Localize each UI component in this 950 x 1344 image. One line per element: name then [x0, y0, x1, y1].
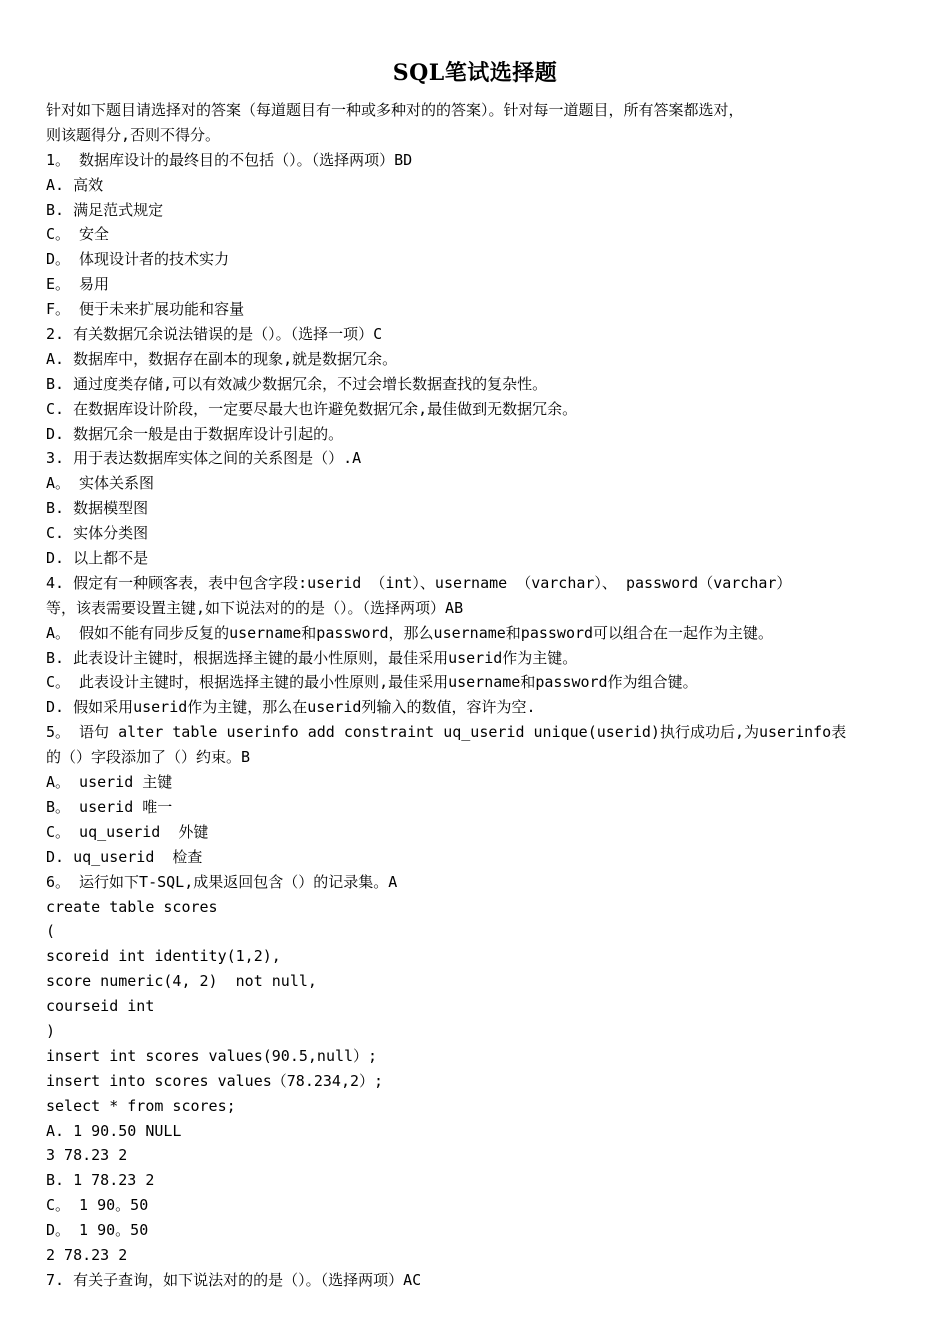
text-line: B. 通过度类存储,可以有效减少数据冗余，不过会增长数据查找的复杂性。 [46, 374, 548, 393]
text-line: 7. 有关子查询，如下说法对的的是（）。（选择两项）AC [46, 1270, 422, 1289]
text-line: D. uq_userid 检查 [46, 847, 203, 866]
text-line: B. 数据模型图 [46, 499, 149, 518]
text-line: 的（）字段添加了（）约束。B [46, 748, 251, 767]
text-line: F。 便于未来扩展功能和容量 [46, 300, 245, 319]
text-line: B. 此表设计主键时，根据选择主键的最小性原则，最佳采用userid作为主键。 [46, 648, 578, 667]
text-line: D. 以上都不是 [46, 549, 149, 568]
document-body [46, 98, 908, 1293]
text-line: 等，该表需要设置主键,如下说法对的的是（）。（选择两项）AB [46, 598, 464, 617]
text-line: A. 数据库中，数据存在副本的现象,就是数据冗余。 [46, 349, 398, 368]
text-line: ) [46, 1021, 56, 1040]
text-line: C。 1 90。50 [46, 1196, 149, 1215]
text-line: B. 1 78.23 2 [46, 1171, 155, 1190]
text-line: score numeric(4, 2) not null, [46, 972, 317, 991]
text-line: C. 在数据库设计阶段，一定要尽最大也许避免数据冗余,最佳做到无数据冗余。 [46, 399, 578, 418]
text-line: D. 数据冗余一般是由于数据库设计引起的。 [46, 424, 344, 443]
text-line: A. 高效 [46, 175, 104, 194]
text-line: scoreid int identity(1,2), [46, 947, 281, 966]
text-line: 4. 假定有一种顾客表，表中包含字段:userid （int）、username （varchar）、 password（varchar） [46, 573, 792, 592]
text-line: 3. 用于表达数据库实体之间的关系图是（）.A [46, 449, 362, 468]
text-line: D. 假如采用userid作为主键，那么在userid列输入的数值，容许为空. [46, 698, 536, 717]
text-line: create table scores [46, 897, 218, 916]
text-line: 5。 语句 alter table userinfo add constraint uq_userid unique(userid)执行成功后,为userinfo表 [46, 723, 847, 742]
text-line: D。 体现设计者的技术实力 [46, 250, 230, 269]
text-line: A。 userid 主键 [46, 773, 173, 792]
text-line: select * from scores; [46, 1096, 236, 1115]
text-line: A。 实体关系图 [46, 474, 155, 493]
text-line: 针对如下题目请选择对的答案（每道题目有一种或多种对的的答案）。针对每一道题目，所有答案都选对， [46, 101, 744, 119]
text-line: 则该题得分,否则不得分。 [46, 125, 221, 144]
text-line: 6。 运行如下T-SQL,成果返回包含（）的记录集。A [46, 872, 398, 891]
document-title: SQL笔试选择题 [392, 60, 558, 86]
text-line: A. 1 90.50 NULL [46, 1121, 182, 1140]
text-line: E。 易用 [46, 275, 110, 294]
text-line: 1。 数据库设计的最终目的不包括（）。（选择两项）BD [46, 150, 413, 169]
text-line: 2. 有关数据冗余说法错误的是（）。（选择一项）C [46, 325, 383, 344]
text-line: ( [46, 922, 56, 941]
text-line: insert int scores values(90.5,null）; [46, 1046, 378, 1065]
text-line: B. 满足范式规定 [46, 200, 164, 219]
text-line: B。 userid 唯一 [46, 797, 173, 816]
text-line: D。 1 90。50 [46, 1221, 149, 1240]
text-line: C。 此表设计主键时，根据选择主键的最小性原则,最佳采用username和password作为组合键。 [46, 673, 698, 692]
text-line: C。 安全 [46, 225, 110, 244]
text-line: C。 uq_userid 外键 [46, 822, 209, 841]
text-line: insert into scores values（78.234,2）; [46, 1071, 384, 1090]
text-line: 3 78.23 2 [46, 1146, 128, 1165]
text-line: courseid int [46, 997, 155, 1016]
text-line: 2 78.23 2 [46, 1245, 128, 1264]
text-line: C. 实体分类图 [46, 524, 149, 543]
text-line: A。 假如不能有同步反复的username和password，那么username和password可以组合在一起作为主键。 [46, 623, 774, 642]
